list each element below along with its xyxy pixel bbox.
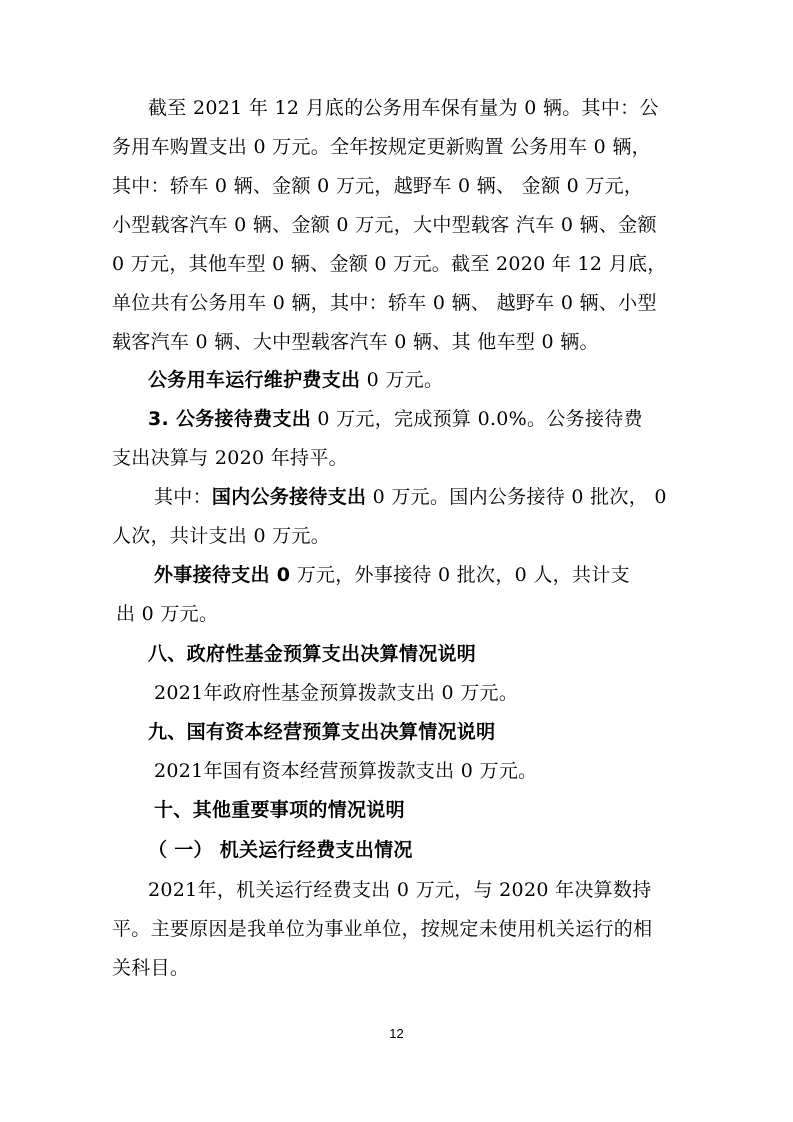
paragraph-vehicle-maintenance [148, 368, 692, 392]
bold-term: 国内公务接待支出 [211, 486, 367, 508]
paragraph-foreign-reception [154, 563, 692, 587]
text-line: 0 万元，其他车型 0 辆、金额 0 万元。截至 2020 年 12 月底， [112, 253, 667, 275]
section-heading: 九、国有资本经营预算支出决算情况说明 [148, 721, 496, 743]
subsection-heading: （ 一） 机关运行经费支出情况 [148, 839, 413, 861]
text-span: 其中： [154, 486, 212, 508]
text-line: 务用车购置支出 0 万元。全年按规定更新购置 公务用车 0 辆， [112, 136, 651, 158]
section-heading: 十、其他重要事项的情况说明 [154, 799, 405, 821]
text-line: 人次，共计支出 0 万元。 [112, 525, 331, 547]
text-span: 万元，外事接待 0 批次，0 人，共计支 [290, 564, 630, 586]
text-line: 其中：轿车 0 辆、金额 0 万元，越野车 0 辆、 金额 0 万元， [112, 175, 644, 197]
page-number: 12 [389, 1026, 404, 1041]
text-line: 2021年国有资本经营预算拨款支出 0 万元。 [154, 760, 538, 782]
paragraph-reception [148, 407, 692, 431]
paragraph-domestic-reception [154, 485, 692, 509]
bold-term: 外事接待支出 0 [154, 564, 291, 586]
text-span: 0 万元，完成预算 0.0%。公务接待费 [311, 408, 643, 430]
text-line: 2021年政府性基金预算拨款支出 0 万元。 [154, 682, 519, 704]
bold-term: 3. 公务接待费支出 [148, 408, 312, 430]
text-span: 0 万元。国内公务接待 0 批次， 0 [366, 486, 667, 508]
text-line: 2021年，机关运行经费支出 0 万元，与 2020 年决算数持 [148, 879, 652, 901]
text-line: 载客汽车 0 辆、大中型载客汽车 0 辆、其 他车型 0 辆。 [112, 331, 599, 353]
text-line: 截至 2021 年 12 月底的公务用车保有量为 0 辆。其中：公 [148, 97, 659, 119]
text-span: 0 万元。 [360, 369, 444, 391]
text-line: 关科目。 [112, 957, 190, 979]
bold-term: 公务用车运行维护费支出 [148, 369, 361, 391]
text-line: 出 0 万元。 [116, 603, 219, 625]
text-line: 平。主要原因是我单位为事业单位，按规定未使用机关运行的相 [112, 918, 653, 940]
text-line: 支出决算与 2020 年持平。 [112, 447, 348, 469]
text-line: 单位共有公务用车 0 辆，其中：轿车 0 辆、 越野车 0 辆、小型 [112, 292, 657, 314]
text-line: 小型载客汽车 0 辆、金额 0 万元，大中型载客 汽车 0 辆、金额 [112, 214, 657, 236]
section-heading: 八、政府性基金预算支出决算情况说明 [148, 643, 477, 665]
